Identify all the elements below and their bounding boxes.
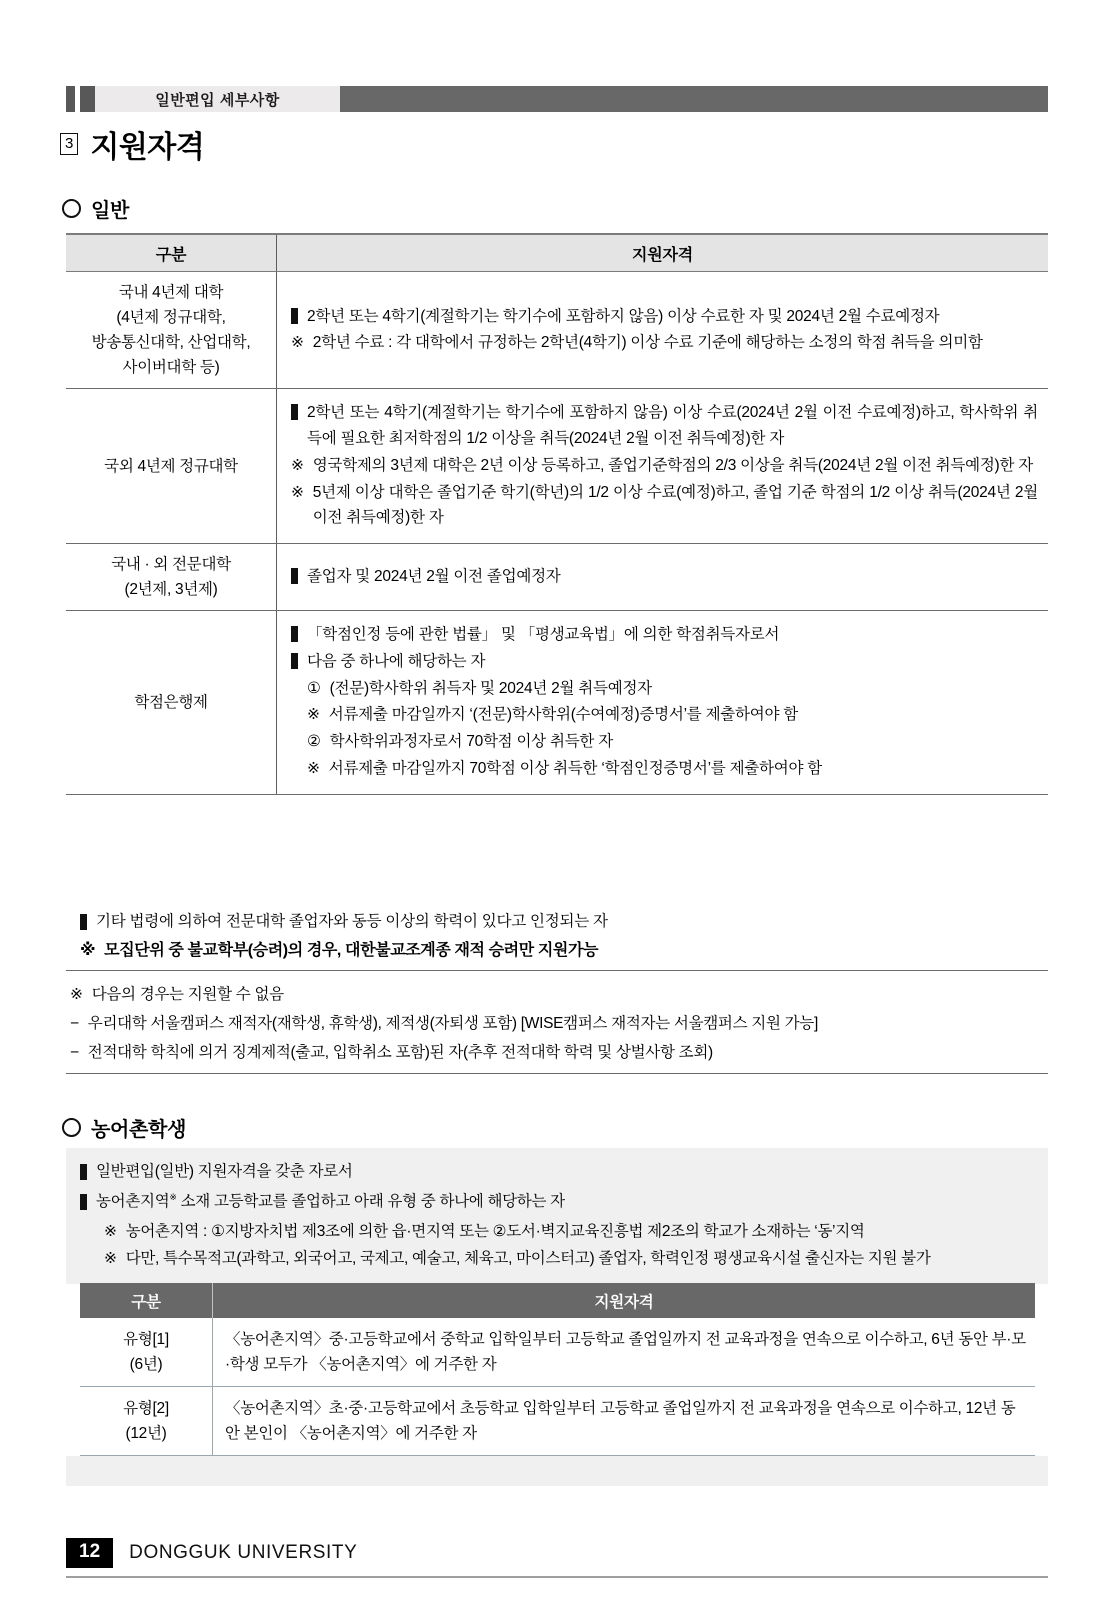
row-type-2 bbox=[80, 1387, 213, 1456]
circled-number-icon: ② bbox=[307, 733, 321, 751]
table-head bbox=[80, 1283, 1035, 1318]
category-line: (2년제, 3년제) bbox=[124, 581, 218, 599]
rural-qualification-table bbox=[80, 1283, 1035, 1456]
list-item bbox=[291, 702, 1038, 728]
list-item bbox=[70, 983, 1048, 1008]
page-number: 12 bbox=[66, 1538, 113, 1568]
header-tick-icon bbox=[66, 86, 75, 112]
note-text: 다만, 특수목적고(과학고, 외국어고, 국제고, 예술고, 체육고, 마이스터고) 졸업자, 학력인정 평생교육시설 출신자는 지원 불가 bbox=[125, 1250, 931, 1268]
row-qualification-type-1: 〈농어촌지역〉중·고등학교에서 중학교 입학일부터 고등학교 졸업일까지 전 교육과정을 연속으로 이수하고, 6년 동안 부·모·학생 모두가 〈농어촌지역〉에 거주한 자 bbox=[213, 1318, 1036, 1387]
list-item bbox=[80, 910, 1048, 934]
rural-intro-text-tail: 소재 고등학교를 졸업하고 아래 유형 중 하나에 해당하는 자 bbox=[176, 1193, 565, 1211]
list-item bbox=[80, 939, 1048, 964]
list-item-text: 서류제출 마감일까지 70학점 이상 취득한 ‘학점인정증명서’를 제출하여야 함 bbox=[328, 759, 822, 777]
list-item-text: 5년제 이상 대학은 졸업기준 학기(학년)의 1/2 이상 수료(예정)하고, 졸업 기준 학점의 1/2 이상 취득(2024년 2월 이전 취득예정)한 자 bbox=[312, 483, 1038, 527]
type-line: (12년) bbox=[125, 1425, 167, 1443]
note-text: 기타 법령에 의하여 전문대학 졸업자와 동등 이상의 학력이 있다고 인정되는 자 bbox=[96, 913, 608, 930]
list-item bbox=[291, 729, 1038, 755]
note-text: 전적대학 학칙에 의거 징계제적(출교, 입학취소 포함)된 자(추후 전적대학 학력 및 상벌사항 조회) bbox=[87, 1043, 713, 1061]
header-tick-icon-2 bbox=[80, 86, 95, 112]
running-header-bar bbox=[340, 86, 1048, 112]
reference-mark-icon: ※ bbox=[291, 483, 304, 501]
footer-brand: DONGGUK UNIVERSITY bbox=[129, 1541, 358, 1563]
table-head bbox=[66, 234, 1048, 272]
list-item-text: 2학년 또는 4학기(계절학기는 학기수에 포함하지 않음) 이상 수료(2024년 2월 이전 수료예정)하고, 학사학위 취득에 필요한 최저학점의 1/2 이상을 취득(2024년 2월 이전 취득예정)한 자 bbox=[307, 404, 1038, 448]
running-header-label: 일반편입 세부사항 bbox=[155, 91, 280, 109]
panel-bottom-filler bbox=[66, 1456, 1048, 1486]
list-item bbox=[70, 1041, 1048, 1066]
table-body bbox=[66, 272, 1048, 795]
rural-intro-text-2 bbox=[96, 1190, 1038, 1214]
list-item bbox=[104, 1247, 1038, 1271]
bar-bullet-icon bbox=[291, 308, 298, 324]
reference-mark-icon: ※ bbox=[291, 334, 304, 352]
bar-bullet-icon bbox=[291, 653, 298, 669]
circled-number-icon: ① bbox=[307, 679, 321, 697]
list-item bbox=[80, 1160, 1038, 1184]
column-header-qualification: 지원자격 bbox=[213, 1283, 1036, 1318]
list-item bbox=[291, 330, 1038, 356]
row-category-domestic-4yr bbox=[66, 272, 277, 389]
table-row bbox=[66, 544, 1048, 611]
bar-bullet-icon bbox=[80, 914, 87, 930]
list-item bbox=[80, 1190, 1038, 1214]
rural-sub-notes bbox=[80, 1220, 1038, 1271]
list-item bbox=[291, 480, 1038, 531]
category-line: 국내 · 외 전문대학 bbox=[111, 556, 231, 574]
section-heading bbox=[60, 122, 204, 166]
list-item bbox=[291, 304, 1038, 330]
table-header-row bbox=[66, 234, 1048, 272]
reference-mark-superscript-icon: ※ bbox=[169, 1191, 177, 1202]
category-line: 사이버대학 등) bbox=[122, 359, 220, 377]
row-type-1 bbox=[80, 1318, 213, 1387]
type-line: 유형[1] bbox=[123, 1331, 169, 1348]
subsection-label-rural: 농어촌학생 bbox=[91, 1119, 187, 1141]
list-item-text: 서류제출 마감일까지 ‘(전문)학사학위(수여예정)증명서’를 제출하여야 함 bbox=[328, 706, 798, 724]
bar-bullet-icon bbox=[291, 568, 298, 584]
list-item bbox=[291, 649, 1038, 675]
column-header-type: 구분 bbox=[80, 1283, 213, 1318]
circle-bullet-icon bbox=[62, 199, 81, 218]
reference-mark-icon: ※ bbox=[104, 1223, 117, 1241]
page-title: 지원자격 bbox=[90, 131, 205, 164]
notes-additional-eligibility bbox=[66, 903, 1048, 971]
table-body bbox=[80, 1318, 1035, 1456]
reference-mark-icon: ※ bbox=[307, 706, 320, 724]
category-line: (4년제 정규대학, bbox=[116, 309, 226, 327]
list-item bbox=[291, 622, 1038, 648]
list-item bbox=[291, 453, 1038, 479]
row-category-junior-college bbox=[66, 544, 277, 611]
circle-bullet-icon bbox=[62, 1118, 81, 1137]
subsection-heading-general bbox=[62, 194, 129, 223]
dash-bullet-icon: − bbox=[70, 1043, 79, 1061]
list-item bbox=[104, 1220, 1038, 1244]
category-line: 국내 4년제 대학 bbox=[118, 284, 224, 301]
row-qualification-junior-college bbox=[277, 544, 1049, 611]
table-row bbox=[66, 389, 1048, 544]
running-header-band bbox=[95, 86, 340, 112]
list-item-text: (전문)학사학위 취득자 및 2024년 2월 취득예정자 bbox=[329, 679, 652, 697]
list-item bbox=[70, 1012, 1048, 1037]
rural-intro-panel bbox=[66, 1148, 1048, 1284]
bar-bullet-icon bbox=[80, 1164, 87, 1180]
table-row bbox=[80, 1387, 1035, 1456]
list-item-text: 다음 중 하나에 해당하는 자 bbox=[307, 652, 486, 670]
page-footer bbox=[66, 1538, 1048, 1568]
note-text: 다음의 경우는 지원할 수 없음 bbox=[91, 986, 284, 1003]
table-row bbox=[66, 272, 1048, 389]
list-item-text: 2학년 또는 4학기(계절학기는 학기수에 포함하지 않음) 이상 수료한 자 및 2024년 2월 수료예정자 bbox=[307, 307, 940, 325]
type-line: 유형[2] bbox=[123, 1400, 169, 1418]
category-line: 학점은행제 bbox=[134, 693, 208, 711]
note-text: 농어촌지역 : ①지방자치법 제3조에 의한 읍·면지역 또는 ②도서·벽지교육진흥법 제2조의 학교가 소재하는 ‘동’지역 bbox=[125, 1223, 865, 1241]
row-qualification-domestic-4yr bbox=[277, 272, 1049, 389]
list-item bbox=[291, 756, 1038, 782]
list-item-text: 졸업자 및 2024년 2월 이전 졸업예정자 bbox=[307, 567, 561, 585]
running-header bbox=[66, 86, 1048, 112]
type-line: (6년) bbox=[129, 1356, 163, 1374]
list-item bbox=[291, 564, 1038, 590]
column-header-category: 구분 bbox=[66, 234, 277, 272]
category-line: 방송통신대학, 산업대학, bbox=[91, 334, 251, 352]
column-header-qualification: 지원자격 bbox=[277, 234, 1049, 272]
table-row bbox=[66, 611, 1048, 794]
reference-mark-icon: ※ bbox=[291, 456, 304, 474]
general-qualification-table bbox=[66, 233, 1048, 795]
note-text: 우리대학 서울캠퍼스 재적자(재학생, 휴학생), 제적생(자퇴생 포함) [WISE캠퍼스 재적자는 서울캠퍼스 지원 가능] bbox=[87, 1014, 818, 1032]
row-category-credit-bank bbox=[66, 611, 277, 794]
list-item-text: 「학점인정 등에 관한 법률」 및 「평생교육법」에 의한 학점취득자로서 bbox=[307, 626, 780, 644]
rural-area-term: 농어촌지역 bbox=[96, 1193, 170, 1211]
note-text: 모집단위 중 불교학부(승려)의 경우, 대한불교조계종 재적 승려만 지원가능 bbox=[104, 942, 599, 960]
list-item-text: 2학년 수료 : 각 대학에서 규정하는 2학년(4학기) 이상 수료 기준에 해당하는 소정의 학점 취득을 의미함 bbox=[312, 334, 983, 352]
row-category-overseas-4yr bbox=[66, 389, 277, 544]
row-qualification-type-2: 〈농어촌지역〉초·중·고등학교에서 초등학교 입학일부터 고등학교 졸업일까지 전 교육과정을 연속으로 이수하고, 12년 동안 본인이 〈농어촌지역〉에 거주한 자 bbox=[213, 1387, 1036, 1456]
reference-mark-icon: ※ bbox=[104, 1250, 117, 1268]
footer-divider bbox=[66, 1576, 1048, 1578]
notes-exclusions bbox=[66, 975, 1048, 1074]
bar-bullet-icon bbox=[291, 626, 298, 642]
reference-mark-icon: ※ bbox=[70, 986, 83, 1003]
section-number-badge: 3 bbox=[60, 133, 78, 155]
table-header-row bbox=[80, 1283, 1035, 1318]
list-item bbox=[291, 400, 1038, 451]
bar-bullet-icon bbox=[80, 1194, 87, 1210]
table-row bbox=[80, 1318, 1035, 1387]
dash-bullet-icon: − bbox=[70, 1014, 79, 1032]
row-qualification-credit-bank bbox=[277, 611, 1049, 794]
reference-mark-icon: ※ bbox=[307, 759, 320, 777]
subsection-label-general: 일반 bbox=[91, 200, 130, 222]
list-item-text: 영국학제의 3년제 대학은 2년 이상 등록하고, 졸업기준학점의 2/3 이상을 취득(2024년 2월 이전 취득예정)한 자 bbox=[312, 456, 1033, 474]
list-item-text: 학사학위과정자로서 70학점 이상 취득한 자 bbox=[329, 733, 613, 751]
category-line: 국외 4년제 정규대학 bbox=[104, 457, 238, 475]
subsection-heading-rural bbox=[62, 1113, 186, 1142]
bar-bullet-icon bbox=[291, 404, 298, 420]
reference-mark-icon: ※ bbox=[80, 942, 96, 960]
rural-intro-text: 일반편입(일반) 지원자격을 갖춘 자로서 bbox=[96, 1163, 353, 1180]
row-qualification-overseas-4yr bbox=[277, 389, 1049, 544]
list-item bbox=[291, 676, 1038, 702]
